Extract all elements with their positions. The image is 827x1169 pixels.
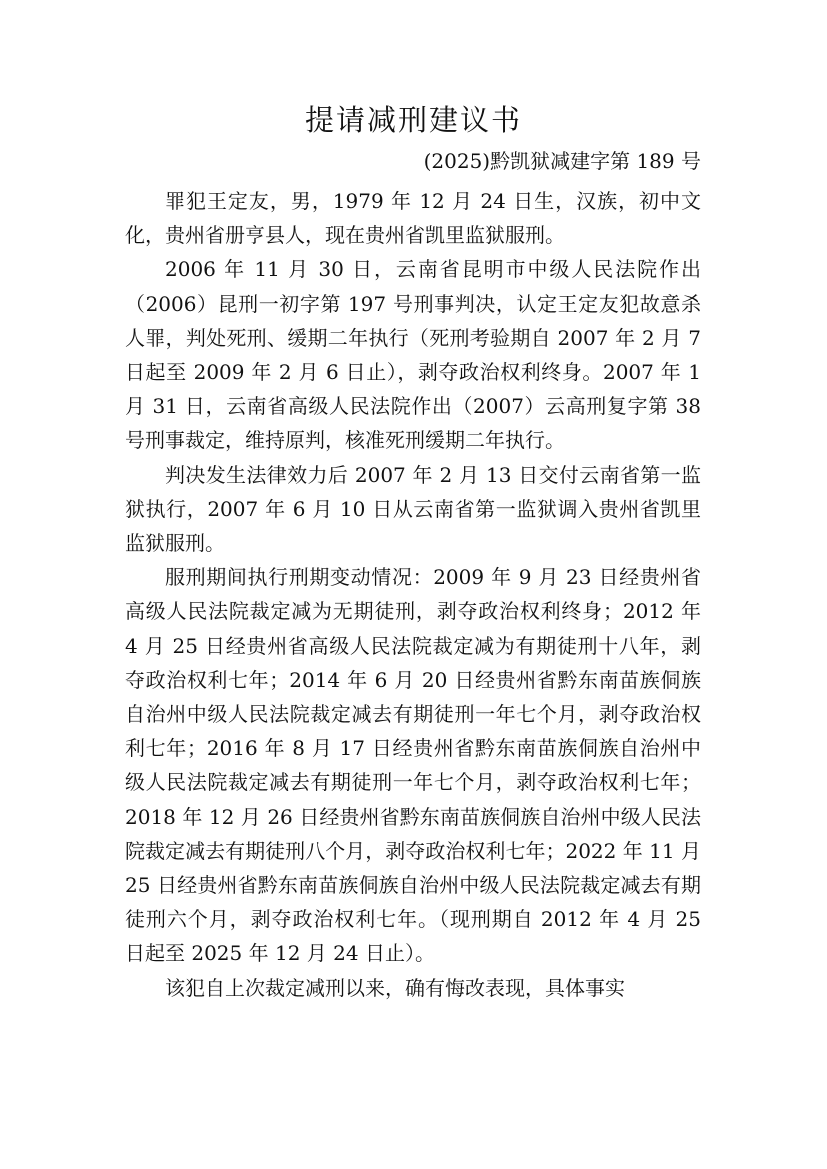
document-number: (2025)黔凯狱减建字第 189 号: [423, 149, 701, 173]
paragraph-original-judgment: 2006 年 11 月 30 日，云南省昆明市中级人民法院作出（2006）昆刑一初字第 197 号刑事判决，认定王定友犯故意杀人罪，判处死刑、缓期二年执行（死刑考验期自 2007 年 2 月 7 日起至 2009 年 2 月 6 日止），剥夺政治权利终身。2007 年 1 月 31 日，云南省高级人民法院作出（2007）云高刑复字第 38 号刑事裁定，维持原判，核准死刑缓期二年执行。: [125, 257, 701, 453]
paragraph-repentance: 该犯自上次裁定减刑以来，确有悔改表现，具体事实: [165, 975, 625, 1000]
paragraph-prisoner-info: 罪犯王定友，男，1979 年 12 月 24 日生，汉族，初中文化，贵州省册亨县人，现在贵州省凯里监狱服刑。: [125, 189, 701, 248]
paragraph-sentence-changes: 服刑期间执行刑期变动情况：2009 年 9 月 23 日经贵州省高级人民法院裁定减为无期徒刑，剥夺政治权利终身；2012 年 4 月 25 日经贵州省高级人民法院裁定减为有期徒刑十八年，剥夺政治权利七年；2014 年 6 月 20 日经贵州省黔东南苗族侗族自治州中级人民法院裁定减去有期徒刑一年七个月，剥夺政治权利七年；2016 年 8 月 17 日经贵州省黔东南苗族侗族自治州中级人民法院裁定减去有期徒刑一年七个月，剥夺政治权利七年；2018 年 12 月 26 日经贵州省黔东南苗族侗族自治州中级人民法院裁定减去有期徒刑八个月，剥夺政治权利七年；2022 年 11 月 25 日经贵州省黔东南苗族侗族自治州中级人民法院裁定减去有期徒刑六个月，剥夺政治权利七年。（现刑期自 2012 年 4 月 25 日起至 2025 年 12 月 24 日止）。: [125, 565, 701, 966]
paragraph-execution-transfer: 判决发生法律效力后 2007 年 2 月 13 日交付云南省第一监狱执行，2007 年 6 月 10 日从云南省第一监狱调入贵州省凯里监狱服刑。: [125, 462, 701, 556]
document-title: 提请减刑建议书: [304, 103, 522, 137]
document-body: [125, 184, 701, 1005]
